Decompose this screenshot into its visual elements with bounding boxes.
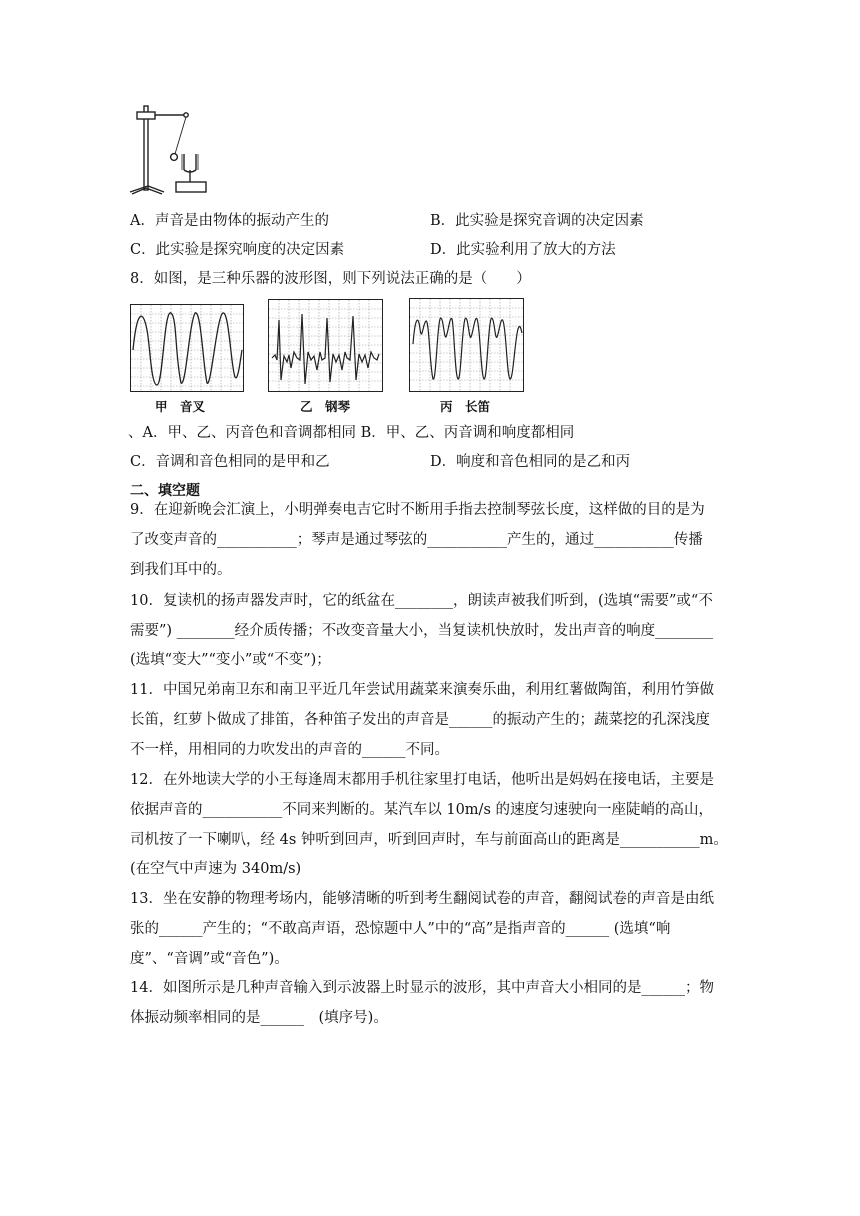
q8-option-d: D．响度和音色相同的是乙和丙 xyxy=(430,454,631,470)
q8-option-c: C．音调和音色相同的是甲和乙 xyxy=(130,454,330,470)
caption-piano: 乙 钢琴 xyxy=(300,399,351,414)
q8-stem: 8．如图，是三种乐器的波形图，则下列说法正确的是（ ） xyxy=(130,271,531,287)
q7-option-d: D．此实验利用了放大的方法 xyxy=(430,242,616,258)
q11-line-3: 不一样，用相同的力吹发出的声音的______不同。 xyxy=(130,742,449,758)
waveform-flute xyxy=(409,298,524,392)
q12-line-1: 12．在外地读大学的小王每逢周末都用手机往家里打电话，他听出是妈妈在接电话，主要是 xyxy=(130,772,714,788)
q8-options-ab: 、A．甲、乙、丙音色和音调都相同 B．甲、乙、丙音调和响度都相同 xyxy=(128,425,575,441)
q12-line-4: (在空气中声速为 340m/s) xyxy=(130,861,302,877)
waveform-tuning-fork xyxy=(130,304,244,392)
q12-line-2: 依据声音的___________不同来判断的。某汽车以 10m/s 的速度匀速驶向一座陡峭的高山， xyxy=(130,802,713,818)
caption-tuning-fork: 甲 音叉 xyxy=(155,399,206,414)
q10-line-1: 10．复读机的扬声器发声时，它的纸盆在________，朗读声被我们听到，(选填“需要”或“不 xyxy=(130,593,713,609)
q14-line-1: 14．如图所示是几种声音输入到示波器上时显示的波形，其中声音大小相同的是______；物 xyxy=(130,980,714,996)
q13-line-3: 度”、“音调”或“音色”)。 xyxy=(130,951,289,967)
q14-line-2: 体振动频率相同的是______ (填序号)。 xyxy=(130,1010,388,1026)
q10-line-3: (选填“变大”“变小”或“不变”)； xyxy=(130,652,331,668)
q11-line-2: 长笛，红萝卜做成了排笛，各种笛子发出的声音是______的振动产生的；蔬菜挖的孔深浅度 xyxy=(130,712,710,728)
q9-line-1: 9．在迎新晚会汇演上，小明弹奏电吉它时不断用手指去控制琴弦长度，这样做的目的是为 xyxy=(130,502,705,518)
waveform-piano xyxy=(268,299,383,392)
q9-line-3: 到我们耳中的。 xyxy=(130,562,232,578)
q7-option-b: B．此实验是探究音调的决定因素 xyxy=(430,213,644,229)
q7-option-a: A．声音是由物体的振动产生的 xyxy=(130,213,329,229)
q13-line-1: 13．坐在安静的物理考场内，能够清晰的听到考生翻阅试卷的声音，翻阅试卷的声音是由纸 xyxy=(130,891,714,907)
section-title-fill-in: 二、填空题 xyxy=(130,483,200,499)
tuning-fork-apparatus-figure xyxy=(128,102,208,197)
q7-option-c: C．此实验是探究响度的决定因素 xyxy=(130,242,345,258)
caption-flute: 丙 长笛 xyxy=(440,399,491,414)
q11-line-1: 11．中国兄弟南卫东和南卫平近几年尝试用蔬菜来演奏乐曲，利用红薯做陶笛，利用竹笋做 xyxy=(130,682,714,698)
q12-line-3: 司机按了一下喇叭，经 4s 钟听到回声，听到回声时，车与前面高山的距离是___________m。 xyxy=(130,832,728,848)
q13-line-2: 张的______产生的；“不敢高声语，恐惊题中人”中的“高”是指声音的______ (选填“响 xyxy=(130,921,671,937)
q10-line-2: 需要”) ________经介质传播；不改变音量大小，当复读机快放时，发出声音的响度________ xyxy=(130,623,714,639)
q9-line-2: 了改变声音的___________；琴声是通过琴弦的___________产生的，通过___________传播 xyxy=(130,532,703,548)
